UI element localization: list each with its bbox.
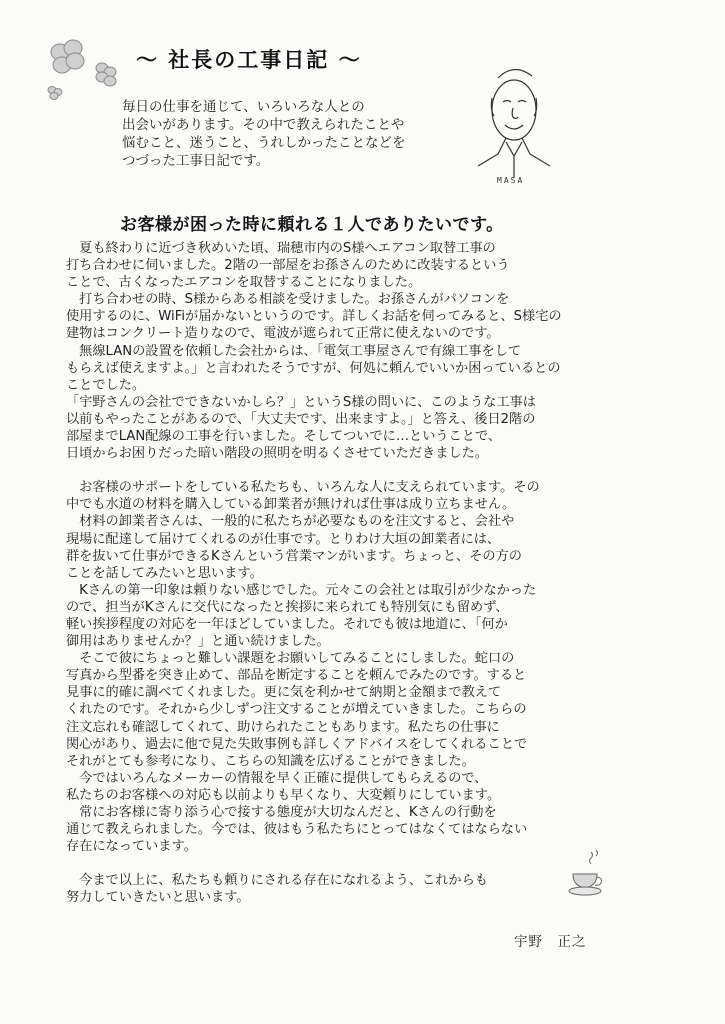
body-line: 見事に的確に調べてくれました。更に気を利かせて納期と金額まで教えて bbox=[66, 685, 502, 701]
clover-icon bbox=[40, 34, 125, 104]
portrait-sketch-icon bbox=[470, 58, 558, 188]
body-line: 使用するのに、WiFiが届かないというのです。詳しくお話を伺ってみると、S様宅の bbox=[66, 309, 562, 325]
body-line: Kさんの第一印象は頼りない感じでした。元々この会社とは取引が少なかった bbox=[66, 582, 537, 598]
intro-text bbox=[122, 98, 452, 170]
body-line: 軽い挨拶程度の対応を一年ほどしていました。それでも彼は地道に、「何か bbox=[66, 616, 508, 632]
body-line: ことでした。 bbox=[66, 377, 146, 393]
body-line: 存在になっています。 bbox=[66, 839, 197, 855]
article-headline: お客様が困った時に頼れる１人でありたいです。 bbox=[120, 215, 504, 235]
body-line: 写真から型番を突き止めて、部品を断定することを頼んでみたのです。すると bbox=[66, 668, 527, 684]
body-line: 部屋までLAN配線の工事を行いました。そしてついでに…ということで、 bbox=[66, 429, 502, 445]
body-line: ことで、古くなったエアコンを取替することになりました。 bbox=[66, 275, 422, 291]
body-line: もらえば使えますよ。」と言われたそうですが、何処に頼んでいいか困っているとの bbox=[66, 360, 561, 376]
intro-line: 悩むこと、迷うこと、うれしかったことなどを bbox=[122, 135, 406, 151]
body-line: 常にお客様に寄り添う心で接する態度が大切なんだと、Kさんの行動を bbox=[66, 805, 497, 820]
body-line: 努力していきたいと思います。 bbox=[66, 890, 250, 906]
body-line: 建物はコンクリート造りなので、電波が遮られて正常に使えないのです。 bbox=[66, 326, 500, 342]
page-title: ～ 社長の工事日記 ～ bbox=[136, 48, 362, 72]
body-line: 材料の卸業者さんは、一般的に私たちが必要なものを注文すると、会社や bbox=[66, 514, 515, 530]
body-line: 今ではいろんなメーカーの情報を早く正確に提供してもらえるので、 bbox=[66, 770, 488, 786]
body-line: 現場に配達して届けてくれるのが仕事です。とりわけ大垣の卸業者には、 bbox=[66, 531, 501, 547]
body-line: 御用はありませんか？」と通い続けました。 bbox=[66, 634, 330, 650]
article-body bbox=[66, 240, 666, 906]
author-signature: 宇野 正之 bbox=[514, 934, 587, 950]
body-line: ことを話してみたいと思います。 bbox=[66, 565, 263, 581]
body-line: 夏も終わりに近づき秋めいた頃、瑞穂市内のS様へエアコン取替工事の bbox=[66, 241, 496, 256]
body-line: そこで彼にちょっと難しい課題をお願いしてみることにしました。蛇口の bbox=[66, 651, 515, 667]
body-line: 以前もやったことがあるので、「大丈夫です、出来ますよ。」と答え、後日2階の bbox=[66, 411, 536, 427]
body-line: 中でも水道の材料を購入している卸業者が無ければ仕事は成り立ちません。 bbox=[66, 497, 516, 513]
body-line: 通じて教えられました。今では、彼はもう私たちにとってはなくてはならない bbox=[66, 822, 528, 838]
body-line: 「宇野さんの会社でできないかしら？」というS様の問いに、このような工事は bbox=[66, 394, 536, 410]
body-line: 無線LANの設置を依頼した会社からは、「電気工事屋さんで有線工事をして bbox=[66, 343, 522, 359]
coffee-cup-icon bbox=[565, 848, 605, 900]
body-line: お客様のサポートをしている私たちも、いろんな人に支えられています。その bbox=[66, 480, 540, 496]
body-line: 打ち合わせに伺いました。2階の一部屋をお孫さんのために改装するという bbox=[66, 258, 510, 274]
body-line: ので、担当がKさんに交代になったと挨拶に来られても特別気にも留めず、 bbox=[66, 599, 509, 615]
body-line: 注文忘れも確認してくれて、助けられたこともあります。私たちの仕事に bbox=[66, 719, 500, 735]
body-line: それがとても参考になり、こちらの知識を広げることができました。 bbox=[66, 753, 475, 769]
portrait-signature: MASA bbox=[497, 176, 525, 185]
body-line: 今まで以上に、私たちも頼りにされる存在になれるよう、これからも bbox=[66, 873, 488, 889]
body-line: 関心があり、過去に他で見た失敗事例も詳しくアドバイスをしてくれることで bbox=[66, 736, 528, 752]
body-line: 日頃からお困りだった暗い階段の照明を明るくさせていただきました。 bbox=[66, 446, 488, 462]
body-line: 群を抜いて仕事ができるKさんという営業マンがいます。ちょっと、その方の bbox=[66, 548, 522, 564]
paragraph-gap bbox=[66, 462, 666, 479]
body-line: 私たちのお客様への対応も以前よりも早くなり、大変頼りにしています。 bbox=[66, 787, 501, 803]
body-line: くれたのです。それから少しずつ注文することが増えていきました。こちらの bbox=[66, 702, 527, 718]
intro-line: 出会いがあります。その中で教えられたことや bbox=[122, 117, 405, 133]
body-line: 打ち合わせの時、S様からある相談を受けました。お孫さんがパソコンを bbox=[66, 292, 510, 308]
intro-line: 毎日の仕事を通じて、いろいろな人との bbox=[122, 99, 365, 115]
intro-line: つづった工事日記です。 bbox=[122, 153, 270, 169]
